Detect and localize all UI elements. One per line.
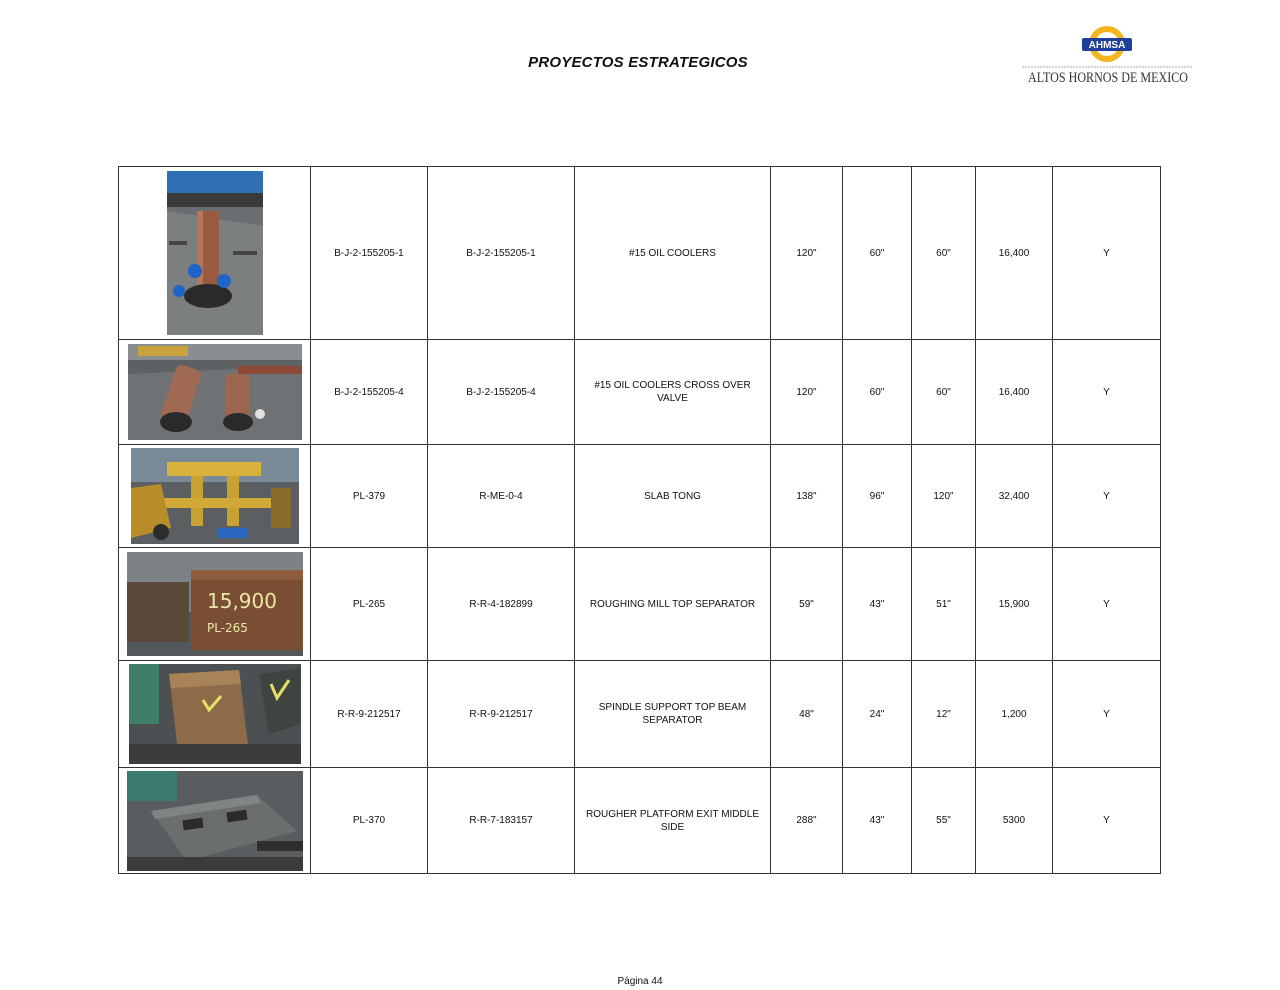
reference-cell: R-R-9-212517	[428, 661, 575, 768]
reference-cell: B-J-2-155205-1	[428, 167, 575, 340]
length-cell: 59"	[771, 548, 843, 661]
description-cell: SLAB TONG	[575, 445, 771, 548]
table-row	[119, 340, 1161, 445]
part-id-cell: B-J-2-155205-1	[311, 167, 428, 340]
width-cell: 96"	[843, 445, 912, 548]
width-cell: 43"	[843, 548, 912, 661]
photo-cell	[119, 548, 311, 661]
length-cell: 120"	[771, 340, 843, 445]
part-id-cell: B-J-2-155205-4	[311, 340, 428, 445]
photo-cell	[119, 661, 311, 768]
weight-cell: 1,200	[976, 661, 1053, 768]
roughing-mill-separator-photo	[127, 552, 303, 656]
description-cell: #15 OIL COOLERS CROSS OVER VALVE	[575, 340, 771, 445]
description-cell: #15 OIL COOLERS	[575, 167, 771, 340]
description-cell: SPINDLE SUPPORT TOP BEAM SEPARATOR	[575, 661, 771, 768]
flag-cell: Y	[1053, 445, 1161, 548]
width-cell: 24"	[843, 661, 912, 768]
description-cell: ROUGHER PLATFORM EXIT MIDDLE SIDE	[575, 768, 771, 874]
part-id-cell: PL-370	[311, 768, 428, 874]
table-row	[119, 768, 1161, 874]
table-row	[119, 548, 1161, 661]
spindle-support-beam-photo	[129, 664, 301, 764]
part-id-cell: PL-379	[311, 445, 428, 548]
weight-cell: 16,400	[976, 340, 1053, 445]
weight-cell: 5300	[976, 768, 1053, 874]
oil-cooler-cross-over-photo	[128, 344, 302, 440]
page-title: PROYECTOS ESTRATEGICOS	[528, 54, 748, 71]
table-row	[119, 661, 1161, 768]
rougher-platform-photo	[127, 771, 303, 871]
company-logo	[1020, 26, 1194, 88]
height-cell: 120"	[912, 445, 976, 548]
logo-name-text: ALTOS HORNOS DE MEXICO	[1028, 70, 1189, 86]
length-cell: 288"	[771, 768, 843, 874]
reference-cell: R-ME-0-4	[428, 445, 575, 548]
photo-marking-weight: 15,900	[206, 589, 277, 613]
logo-badge-text: AHMSA	[1088, 40, 1126, 51]
flag-cell: Y	[1053, 167, 1161, 340]
weight-cell: 16,400	[976, 167, 1053, 340]
height-cell: 12"	[912, 661, 976, 768]
height-cell: 60"	[912, 167, 976, 340]
slab-tong-photo	[131, 448, 299, 544]
width-cell: 60"	[843, 340, 912, 445]
photo-cell	[119, 167, 311, 340]
weight-cell: 32,400	[976, 445, 1053, 548]
flag-cell: Y	[1053, 768, 1161, 874]
length-cell: 48"	[771, 661, 843, 768]
height-cell: 60"	[912, 340, 976, 445]
photo-cell	[119, 768, 311, 874]
photo-marking-id: PL-265	[206, 621, 248, 635]
page-number: Página 44	[617, 976, 663, 987]
flag-cell: Y	[1053, 661, 1161, 768]
reference-cell: R-R-4-182899	[428, 548, 575, 661]
flag-cell: Y	[1053, 548, 1161, 661]
description-cell: ROUGHING MILL TOP SEPARATOR	[575, 548, 771, 661]
oil-cooler-vertical-photo	[167, 171, 263, 335]
table-row	[119, 167, 1161, 340]
photo-cell	[119, 445, 311, 548]
width-cell: 60"	[843, 167, 912, 340]
photo-cell	[119, 340, 311, 445]
part-id-cell: R-R-9-212517	[311, 661, 428, 768]
length-cell: 120"	[771, 167, 843, 340]
length-cell: 138"	[771, 445, 843, 548]
table-row	[119, 445, 1161, 548]
reference-cell: R-R-7-183157	[428, 768, 575, 874]
flag-cell: Y	[1053, 340, 1161, 445]
weight-cell: 15,900	[976, 548, 1053, 661]
reference-cell: B-J-2-155205-4	[428, 340, 575, 445]
part-id-cell: PL-265	[311, 548, 428, 661]
height-cell: 51"	[912, 548, 976, 661]
height-cell: 55"	[912, 768, 976, 874]
equipment-table	[118, 166, 1161, 874]
width-cell: 43"	[843, 768, 912, 874]
